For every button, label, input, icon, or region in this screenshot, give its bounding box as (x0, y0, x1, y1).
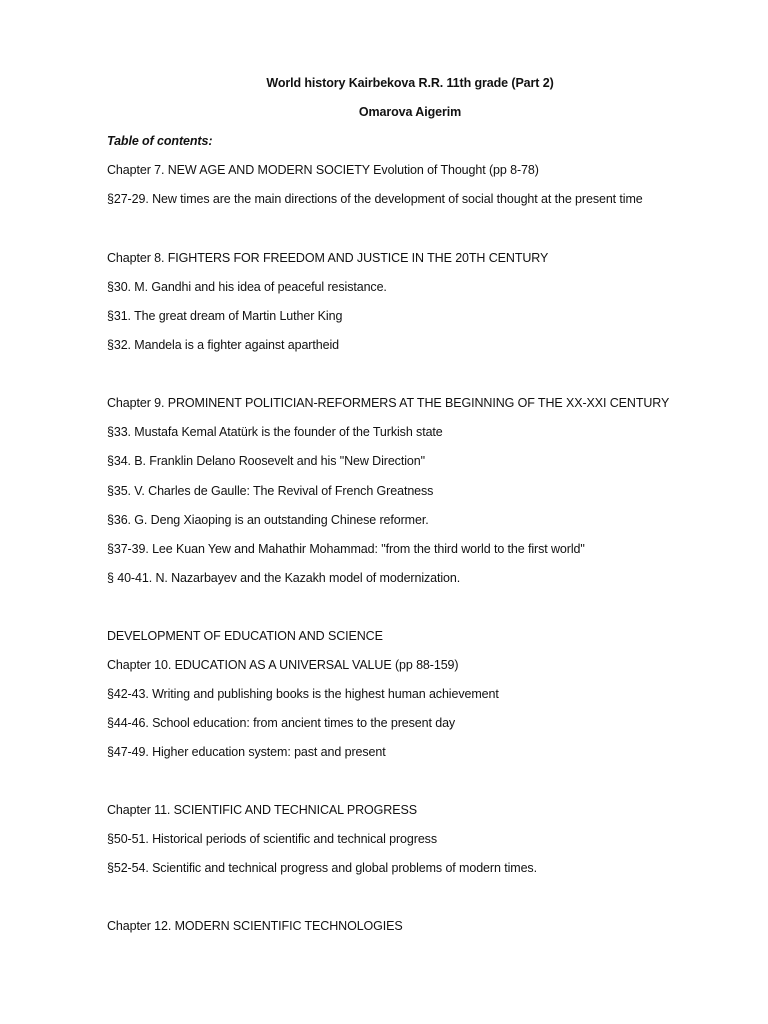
chapter-8-heading: Chapter 8. FIGHTERS FOR FREEDOM AND JUSTICE IN THE 20TH CENTURY (107, 251, 549, 265)
toc-entry: §52-54. Scientific and technical progress and global problems of modern times. (107, 861, 537, 875)
chapter-9-heading: Chapter 9. PROMINENT POLITICIAN-REFORMERS AT THE BEGINNING OF THE XX-XXI CENTURY (107, 396, 670, 410)
toc-entry: § 40-41. N. Nazarbayev and the Kazakh model of modernization. (107, 571, 461, 585)
toc-entry: §32. Mandela is a fighter against apartheid (107, 338, 339, 352)
toc-entry: §35. V. Charles de Gaulle: The Revival of French Greatness (107, 484, 434, 498)
toc-entry: §33. Mustafa Kemal Atatürk is the founder of the Turkish state (107, 425, 443, 439)
toc-entry: §31. The great dream of Martin Luther King (107, 309, 343, 323)
toc-entry: §47-49. Higher education system: past and present (107, 745, 386, 759)
chapter-10-heading: Chapter 10. EDUCATION AS A UNIVERSAL VALUE (pp 88-159) (107, 658, 459, 672)
toc-entry: §27-29. New times are the main directions of the development of social thought at the present time (107, 192, 643, 206)
toc-entry: §34. B. Franklin Delano Roosevelt and his "New Direction" (107, 454, 425, 468)
toc-heading: Table of contents: (107, 134, 213, 148)
toc-entry: §42-43. Writing and publishing books is the highest human achievement (107, 687, 499, 701)
author-name: Omarova Aigerim (358, 105, 462, 119)
chapter-11-heading: Chapter 11. SCIENTIFIC AND TECHNICAL PROGRESS (107, 803, 417, 817)
chapter-12-heading: Chapter 12. MODERN SCIENTIFIC TECHNOLOGIES (107, 919, 403, 933)
toc-entry: §37-39. Lee Kuan Yew and Mahathir Mohammad: "from the third world to the first world" (107, 542, 585, 556)
section-heading-education: DEVELOPMENT OF EDUCATION AND SCIENCE (107, 629, 383, 643)
toc-entry: §36. G. Deng Xiaoping is an outstanding Chinese reformer. (107, 513, 429, 527)
toc-entry: §44-46. School education: from ancient times to the present day (107, 716, 456, 730)
document-title: World history Kairbekova R.R. 11th grade (Part 2) (266, 76, 554, 90)
toc-entry: §30. M. Gandhi and his idea of peaceful resistance. (107, 280, 387, 294)
chapter-7-heading: Chapter 7. NEW AGE AND MODERN SOCIETY Evolution of Thought (pp 8-78) (107, 163, 539, 177)
toc-entry: §50-51. Historical periods of scientific and technical progress (107, 832, 437, 846)
